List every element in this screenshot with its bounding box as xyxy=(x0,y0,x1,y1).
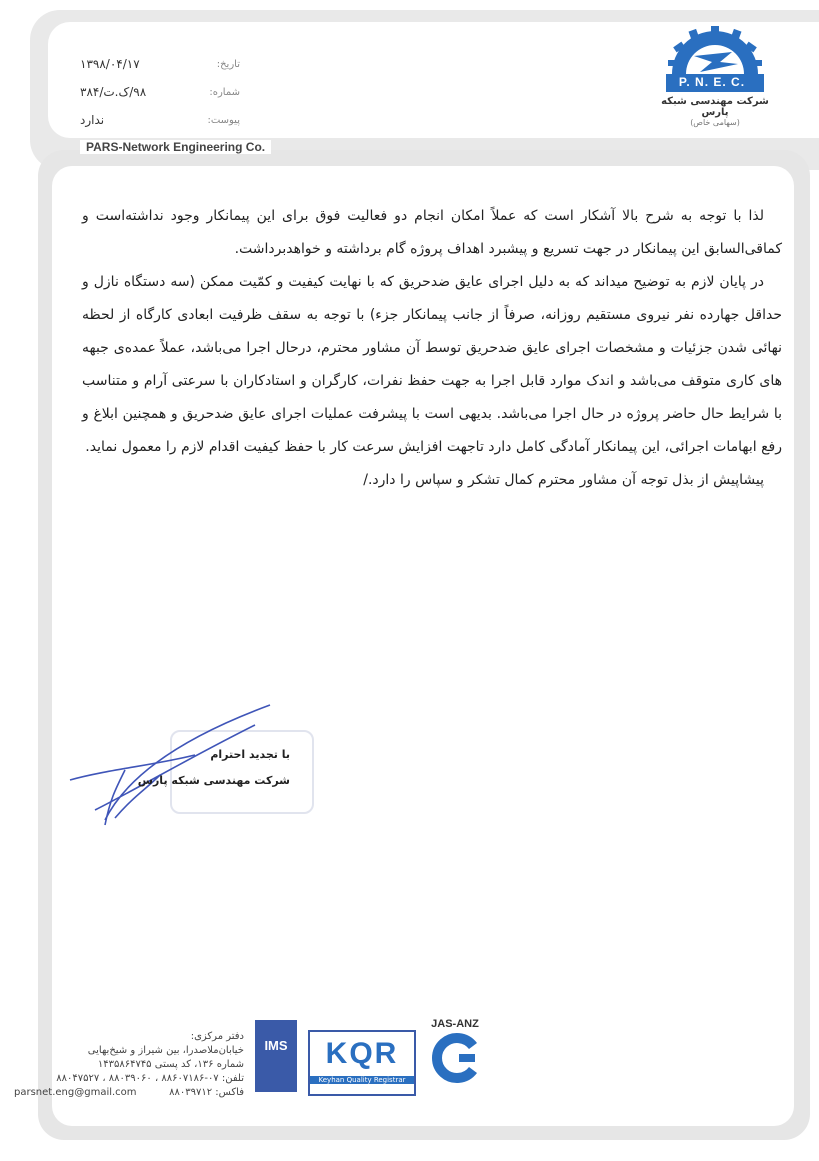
kqr-caption: Keyhan Quality Registrar xyxy=(310,1076,414,1084)
address-line-1: خیابان‌ملاصدرا، بین شیراز و شیخ‌بهایی xyxy=(87,1045,244,1056)
logo-company-type: (سهامی خاص) xyxy=(690,118,740,127)
body-paragraph-1: لذا با توجه به شرح بالا آشکار است که عملاً امکان انجام دو فعالیت فوق برای این پیمانکار وجود نداشته‌است و کماقی‌السابق این پیمانکار در جهت تسریع و پیشبرد اهداف پروژه گام برداشته و خواهدبرداشت. xyxy=(82,208,782,257)
date-value: ۱۳۹۸/۰۴/۱۷ xyxy=(80,57,140,71)
logo-initials: P. N. E. C. xyxy=(678,75,746,89)
signature-block xyxy=(110,742,290,794)
company-name-en: PARS-Network Engineering Co. xyxy=(80,140,271,154)
address-line-2: شماره ۱۳۶، کد پستی ۱۴۳۵۸۶۴۷۴۵ xyxy=(97,1059,244,1070)
footer-address xyxy=(14,1030,244,1100)
contact-row xyxy=(14,1086,244,1100)
company-logo xyxy=(655,22,775,132)
number-value: ۹۸/ک.ت/۳۸۴ xyxy=(80,85,147,99)
date-row xyxy=(80,50,240,78)
jas-anz-certificate-logo xyxy=(420,1018,490,1094)
fax-number: فاکس: ۸۸۰۳۹۷۱۲ xyxy=(169,1087,244,1098)
jas-anz-mark-icon xyxy=(425,1030,485,1086)
body-paragraph-3: پیشاپیش از بذل توجه آن مشاور محترم کمال تشکر و سپاس را دارد./ xyxy=(363,472,764,488)
number-label: شماره: xyxy=(209,86,240,98)
date-label: تاریخ: xyxy=(216,58,240,70)
attachment-label: پیوست: xyxy=(207,114,240,126)
signature-closing: با تجدید احترام xyxy=(210,748,290,761)
letter-meta xyxy=(80,50,240,134)
letter-body xyxy=(82,200,782,497)
number-row xyxy=(80,78,240,106)
kqr-label: KQR xyxy=(325,1037,399,1070)
ims-label: IMS xyxy=(264,1038,288,1053)
attachment-row xyxy=(80,106,240,134)
kqr-certificate-logo xyxy=(308,1030,416,1096)
email-address: parsnet.eng@gmail.com xyxy=(14,1087,137,1098)
office-label: دفتر مرکزی: xyxy=(190,1031,244,1042)
jas-anz-label: JAS-ANZ xyxy=(431,1018,479,1030)
body-paragraph-2: در پایان لازم به توضیح میداند که به دلیل اجرای عایق ضدحریق که با نهایت کیفیت و کمّیت ممکن (سه دستگاه نازل و حداقل جهارده نفر نیروی مستقیم روزانه، صرفاً از جانب پیمانکار جزء) با توجه به سقف ظرفیت ابعادی کارگاه از لحظه نهائی شدن جزئیات و مشخصات اجرای عایق ضدحریق توسط آن مشاور محترم، درحال اجرا می‌باشد، عملاً عمده‌ی جبهه های کاری متوقف می‌باشد و اندک موارد قابل اجرا به جهت حفظ نفرات، کارگران و استادکاران با سرعتی آرام و متناسب با شرایط حال حاضر پروژه در حال اجرا می‌باشد. بدیهی است با پیشرفت عملیات اجرای عایق ضدحریق و همچنین ابلاغ و رفع ابهامات اجرائی، این پیمانکار آمادگی کامل دارد تاجهت افزایش سرعت کار با حفظ کیفیت اقدام لازم را معمول نماید. xyxy=(82,274,782,455)
attachment-value: ندارد xyxy=(80,113,105,127)
signature-company: شرکت مهندسی شبکه پارس xyxy=(137,774,290,787)
phone-numbers: تلفن: ۰۷-۸۸۶۰۷۱۸۶ ، ۸۸۰۳۹۰۶۰ ، ۸۸۰۴۷۵۲۷ xyxy=(56,1073,244,1084)
ims-certificate-logo xyxy=(255,1020,297,1092)
logo-company-name-fa: شرکت مهندسی شبکه پارس xyxy=(661,96,769,118)
